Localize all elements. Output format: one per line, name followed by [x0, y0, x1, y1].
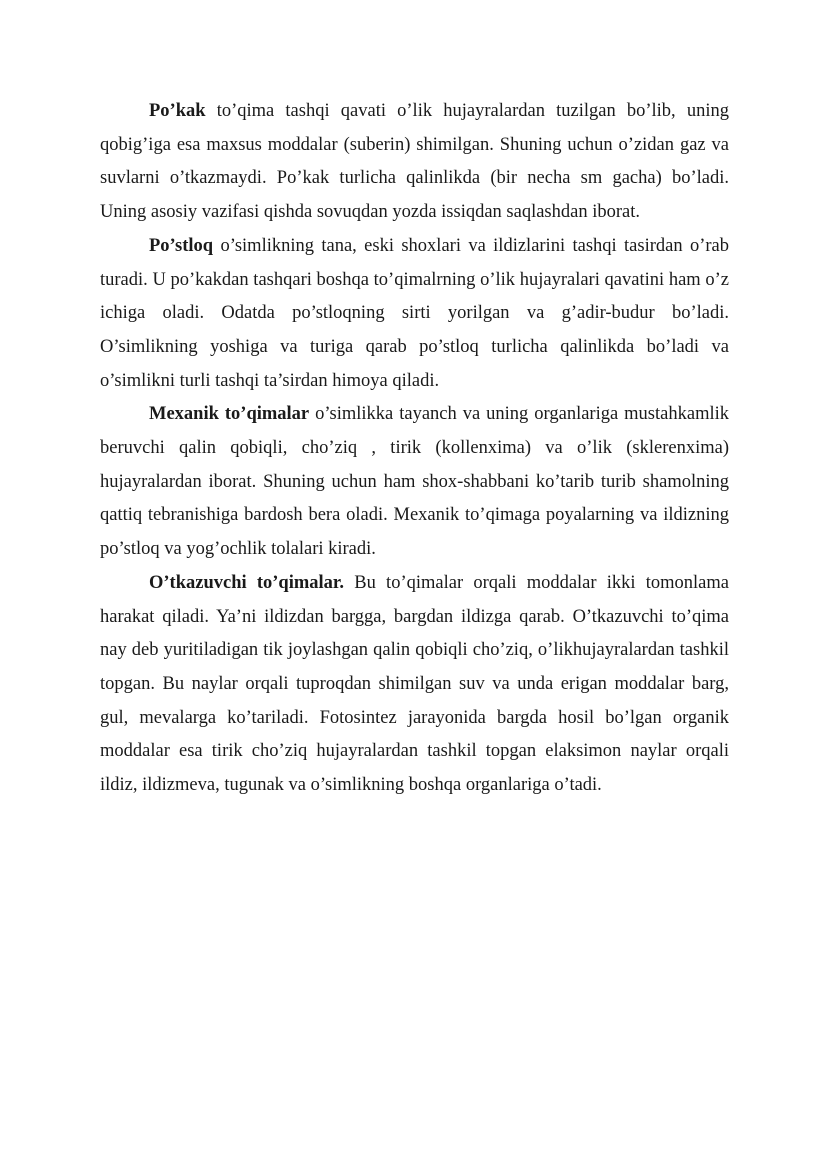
document-body	[100, 95, 729, 803]
paragraph-mexanik	[100, 398, 729, 567]
term-heading: O’tkazuvchi to’qimalar.	[149, 572, 345, 593]
term-heading: Mexanik to’qimalar	[149, 404, 310, 425]
paragraph-postloq	[100, 230, 729, 399]
paragraph-text: o’simlikning tana, eski shoxlari va ildizlarini tashqi tasirdan o’rab turadi. U po’kakdan tashqari boshqa to’qimalrning o’lik hujayralari qavatini ham o’z ichiga oladi. Odatda po’stloqning sirti yorilgan va g’adir-budur bo’ladi. O’simlikning yoshiga va turiga qarab po’stloq turlicha qalinlikda bo’ladi va o’simlikni turli tashqi ta’sirdan himoya qiladi.	[100, 235, 729, 391]
paragraph-text: o’simlikka tayanch va uning organlariga mustahkamlik beruvchi qalin qobiqli, cho’ziq , tirik (kollenxima) va o’lik (sklerenxima) hujayralardan iborat. Shuning uchun ham shox-shabbani ko’tarib turib shamolning qattiq tebranishiga bardosh bera oladi. Mexanik to’qimaga poyalarning va ildizning po’stloq va yog’ochlik tolalari kiradi.	[100, 404, 729, 560]
paragraph-text: to’qima tashqi qavati o’lik hujayralardan tuzilgan bo’lib, uning qobig’iga esa maxsus moddalar (suberin) shimilgan. Shuning uchun o’zidan gaz va suvlarni o’tkazmaydi. Po’kak turlicha qalinlikda (bir necha sm gacha) bo’ladi. Uning asosiy vazifasi qishda sovuqdan yozda issiqdan saqlashdan iborat.	[100, 101, 729, 223]
paragraph-text: Bu to’qimalar orqali moddalar ikki tomonlama harakat qiladi. Ya’ni ildizdan bargga, bargdan ildizga qarab. O’tkazuvchi to’qima nay deb yuritiladigan tik joylashgan qalin qobiqli cho’ziq, o’likhujayralardan tashkil topgan. Bu naylar orqali tuproqdan shimilgan suv va unda erigan moddalar barg, gul, mevalarga ko’tariladi. Fotosintez jarayonida bargda hosil bo’lgan organik moddalar esa tirik cho’ziq hujayralardan tashkil topgan elaksimon naylar orqali ildiz, ildizmeva, tugunak va o’simlikning boshqa organlariga o’tadi.	[100, 572, 729, 796]
term-heading: Po’stloq	[149, 235, 214, 256]
term-heading: Po’kak	[149, 101, 206, 121]
paragraph-otkazuvchi	[100, 567, 729, 803]
paragraph-pokak	[100, 95, 729, 230]
